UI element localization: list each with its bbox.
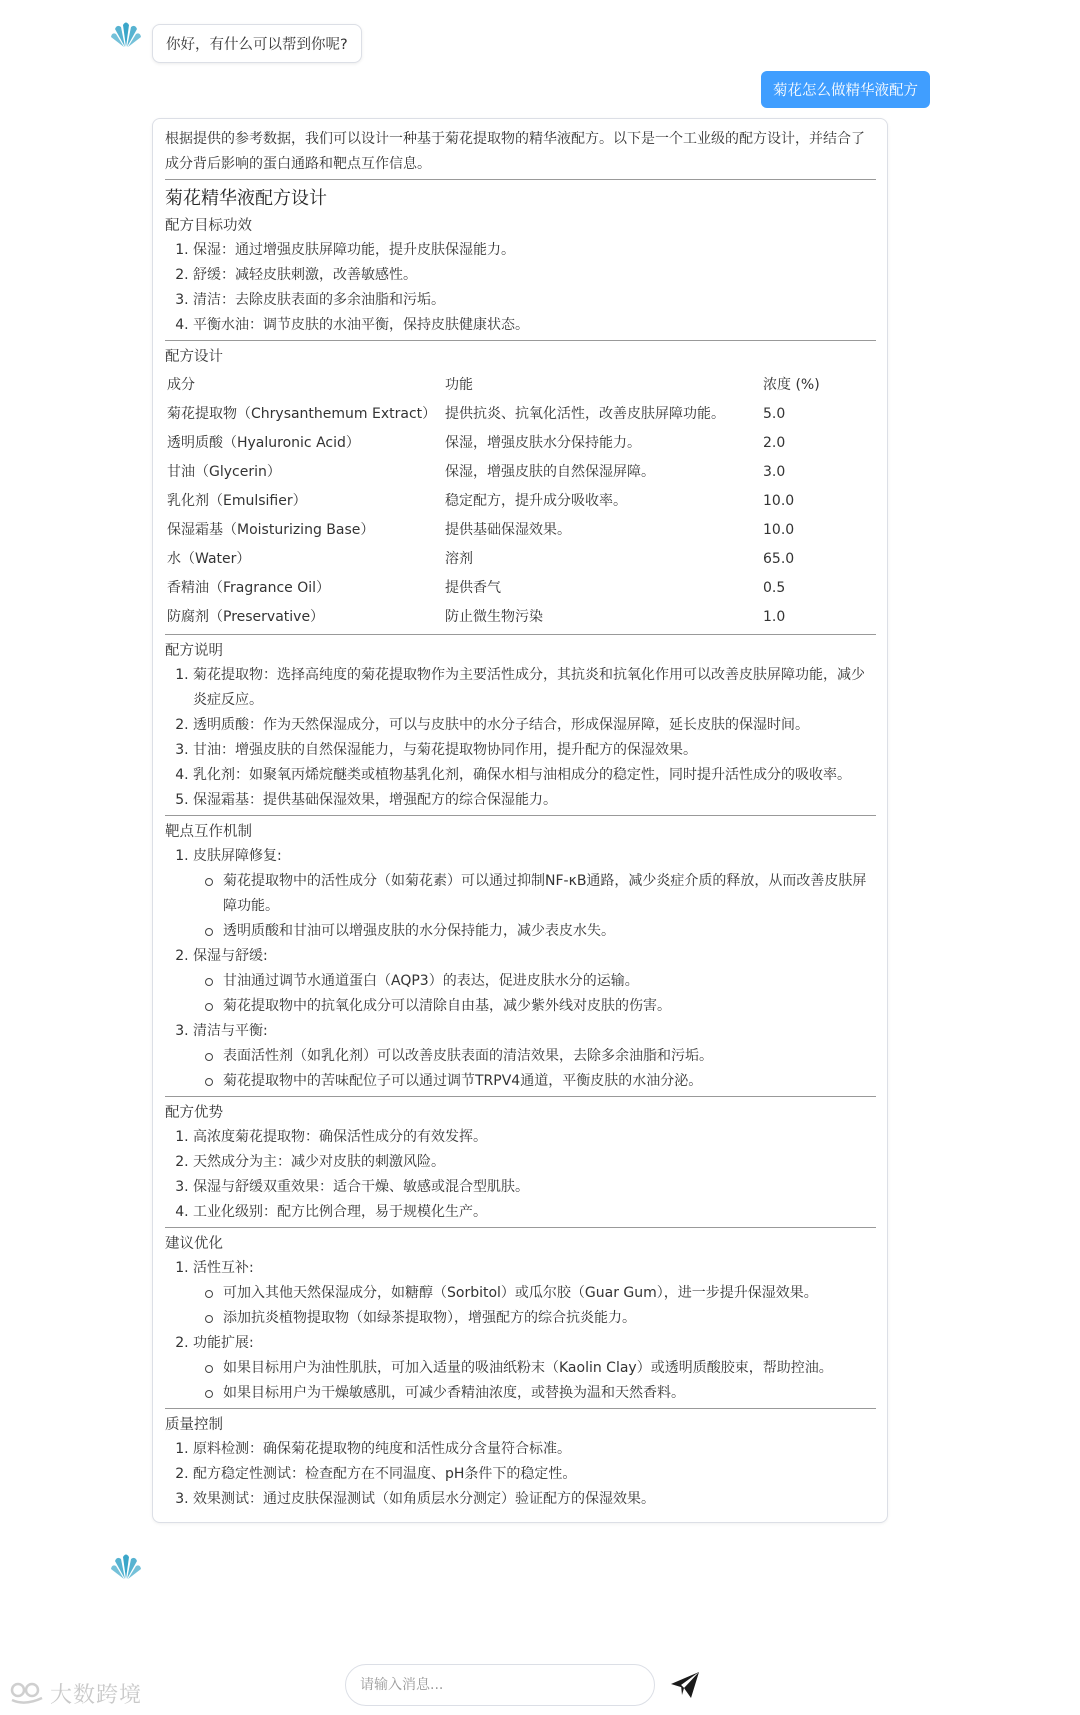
divider — [165, 1096, 876, 1097]
table-cell: 防腐剂（Preservative） — [167, 609, 325, 625]
list-item: 2. 天然成分为主：减少对皮肤的刺激风险。 — [193, 1150, 876, 1175]
sub-list-item: 如果目标用户为干燥敏感肌，可减少香精油浓度，或替换为温和天然香料。 — [223, 1381, 876, 1406]
divider — [165, 340, 876, 341]
mechanism-list — [165, 844, 876, 1094]
sub-list-item: 透明质酸和甘油可以增强皮肤的水分保持能力，减少表皮水失。 — [223, 919, 876, 944]
sub-list-item: 如果目标用户为油性肌肤，可加入适量的吸油纸粉末（Kaolin Clay）或透明质酸胶束，帮助控油。 — [223, 1356, 876, 1381]
section-heading-explain: 配方说明 — [165, 643, 223, 659]
divider — [165, 634, 876, 635]
table-row — [167, 429, 820, 458]
greeting-message: 你好，有什么可以帮到你呢? — [152, 24, 362, 63]
list-item — [193, 1256, 876, 1331]
section-heading-goals: 配方目标功效 — [165, 218, 252, 234]
bot-avatar — [110, 17, 142, 49]
table-cell: 10.0 — [763, 522, 795, 538]
watermark-logo-icon — [8, 1678, 48, 1706]
table-cell: 1.0 — [763, 609, 786, 625]
list-item: 2. 舒缓：减轻皮肤刺激，改善敏感性。 — [193, 263, 876, 288]
list-item: 3. 甘油：增强皮肤的自然保湿能力，与菊花提取物协同作用，提升配方的保湿效果。 — [193, 738, 876, 763]
explain-list — [165, 663, 876, 813]
list-item — [193, 1331, 876, 1406]
divider — [165, 1408, 876, 1409]
table-cell: 5.0 — [763, 406, 786, 422]
table-header: 功能 — [445, 377, 473, 393]
list-item: 1. 菊花提取物：选择高纯度的菊花提取物作为主要活性成分，其抗炎和抗氧化作用可以改善皮肤屏障功能，减少炎症反应。 — [193, 663, 876, 713]
table-cell: 保湿，增强皮肤的自然保湿屏障。 — [445, 464, 655, 480]
list-item: 1. 原料检测：确保菊花提取物的纯度和活性成分含量符合标准。 — [193, 1437, 876, 1462]
table-cell: 防止微生物污染 — [445, 609, 543, 625]
table-cell: 0.5 — [763, 580, 786, 596]
table-row — [167, 603, 820, 632]
list-item: 4. 平衡水油：调节皮肤的水油平衡，保持皮肤健康状态。 — [193, 313, 876, 338]
list-item — [193, 1019, 876, 1094]
section-heading-quality: 质量控制 — [165, 1417, 223, 1433]
table-row — [167, 516, 820, 545]
table-cell: 保湿霜基（Moisturizing Base） — [167, 522, 375, 538]
table-cell: 3.0 — [763, 464, 786, 480]
table-row — [167, 400, 820, 429]
list-item: 3. 效果测试：通过皮肤保湿测试（如角质层水分测定）验证配方的保湿效果。 — [193, 1487, 876, 1512]
table-cell: 溶剂 — [445, 551, 473, 567]
section-heading-design: 配方设计 — [165, 349, 223, 365]
list-item: 2. 配方稳定性测试：检查配方在不同温度、pH条件下的稳定性。 — [193, 1462, 876, 1487]
watermark-text: 大数跨境 — [50, 1683, 143, 1708]
table-cell: 透明质酸（Hyaluronic Acid） — [167, 435, 360, 451]
sub-list — [193, 1044, 876, 1094]
list-item-title: 皮肤屏障修复: — [193, 848, 282, 864]
sub-list-item: 菊花提取物中的活性成分（如菊花素）可以通过抑制NF-κB通路，减少炎症介质的释放，从而改善皮肤屏障功能。 — [223, 869, 876, 919]
optimize-list — [165, 1256, 876, 1406]
table-cell: 保湿，增强皮肤水分保持能力。 — [445, 435, 641, 451]
table-row — [167, 458, 820, 487]
list-item — [193, 944, 876, 1019]
table-cell: 提供抗炎、抗氧化活性，改善皮肤屏障功能。 — [445, 406, 725, 422]
sub-list — [193, 1281, 876, 1331]
list-item-title: 活性互补: — [193, 1260, 254, 1276]
quality-list — [165, 1437, 876, 1512]
table-cell: 香精油（Fragrance Oil） — [167, 580, 331, 596]
sub-list-item: 添加抗炎植物提取物（如绿茶提取物），增强配方的综合抗炎能力。 — [223, 1306, 876, 1331]
sub-list-item: 菊花提取物中的苦味配位子可以通过调节TRPV4通道，平衡皮肤的水油分泌。 — [223, 1069, 876, 1094]
list-item: 3. 清洁：去除皮肤表面的多余油脂和污垢。 — [193, 288, 876, 313]
answer-intro: 根据提供的参考数据，我们可以设计一种基于菊花提取物的精华液配方。以下是一个工业级的配方设计，并结合了成分背后影响的蛋白通路和靶点互作信息。 — [165, 131, 865, 172]
sub-list — [193, 969, 876, 1019]
list-item: 4. 乳化剂：如聚氧丙烯烷醚类或植物基乳化剂，确保水相与油相成分的稳定性，同时提升活性成分的吸收率。 — [193, 763, 876, 788]
list-item: 4. 工业化级别：配方比例合理，易于规模化生产。 — [193, 1200, 876, 1225]
list-item — [193, 844, 876, 944]
table-row — [167, 487, 820, 516]
table-cell: 提供香气 — [445, 580, 501, 596]
list-item-title: 功能扩展: — [193, 1335, 254, 1351]
section-heading-mechanism: 靶点互作机制 — [165, 824, 252, 840]
goals-list — [165, 238, 876, 338]
answer-title: 菊花精华液配方设计 — [165, 188, 327, 209]
divider — [165, 179, 876, 180]
list-item: 1. 高浓度菊花提取物：确保活性成分的有效发挥。 — [193, 1125, 876, 1150]
list-item: 5. 保湿霜基：提供基础保湿效果，增强配方的综合保湿能力。 — [193, 788, 876, 813]
divider — [165, 815, 876, 816]
user-message: 菊花怎么做精华液配方 — [761, 71, 930, 108]
divider — [165, 1227, 876, 1228]
list-item: 3. 保湿与舒缓双重效果：适合干燥、敏感或混合型肌肤。 — [193, 1175, 876, 1200]
bot-avatar — [110, 1549, 142, 1581]
table-cell: 甘油（Glycerin） — [167, 464, 281, 480]
sub-list-item: 表面活性剂（如乳化剂）可以改善皮肤表面的清洁效果，去除多余油脂和污垢。 — [223, 1044, 876, 1069]
table-cell: 提供基础保湿效果。 — [445, 522, 571, 538]
table-header: 浓度 (%) — [763, 377, 820, 393]
message-input[interactable]: 请输入消息... — [345, 1664, 655, 1706]
table-cell: 乳化剂（Emulsifier） — [167, 493, 307, 509]
table-row — [167, 545, 820, 574]
table-cell: 10.0 — [763, 493, 795, 509]
bot-answer — [152, 118, 888, 1523]
section-heading-optimize: 建议优化 — [165, 1236, 223, 1252]
sub-list — [193, 869, 876, 944]
formula-table — [167, 371, 820, 632]
table-cell: 2.0 — [763, 435, 786, 451]
table-cell: 65.0 — [763, 551, 795, 567]
table-cell: 水（Water） — [167, 551, 251, 567]
table-cell: 稳定配方，提升成分吸收率。 — [445, 493, 627, 509]
sub-list-item: 甘油通过调节水通道蛋白（AQP3）的表达，促进皮肤水分的运输。 — [223, 969, 876, 994]
table-row — [167, 574, 820, 603]
advantages-list — [165, 1125, 876, 1225]
sub-list-item: 菊花提取物中的抗氧化成分可以清除自由基，减少紫外线对皮肤的伤害。 — [223, 994, 876, 1019]
list-item-title: 清洁与平衡: — [193, 1023, 268, 1039]
table-header-row — [167, 371, 820, 400]
sub-list-item: 可加入其他天然保湿成分，如糖醇（Sorbitol）或瓜尔胶（Guar Gum），进一步提升保湿效果。 — [223, 1281, 876, 1306]
send-icon[interactable] — [668, 1668, 702, 1702]
table-cell: 菊花提取物（Chrysanthemum Extract） — [167, 406, 437, 422]
sub-list — [193, 1356, 876, 1406]
section-heading-advantages: 配方优势 — [165, 1105, 223, 1121]
list-item: 1. 保湿：通过增强皮肤屏障功能，提升皮肤保湿能力。 — [193, 238, 876, 263]
list-item-title: 保湿与舒缓: — [193, 948, 268, 964]
table-header: 成分 — [167, 377, 195, 393]
list-item: 2. 透明质酸：作为天然保湿成分，可以与皮肤中的水分子结合，形成保湿屏障，延长皮肤的保湿时间。 — [193, 713, 876, 738]
